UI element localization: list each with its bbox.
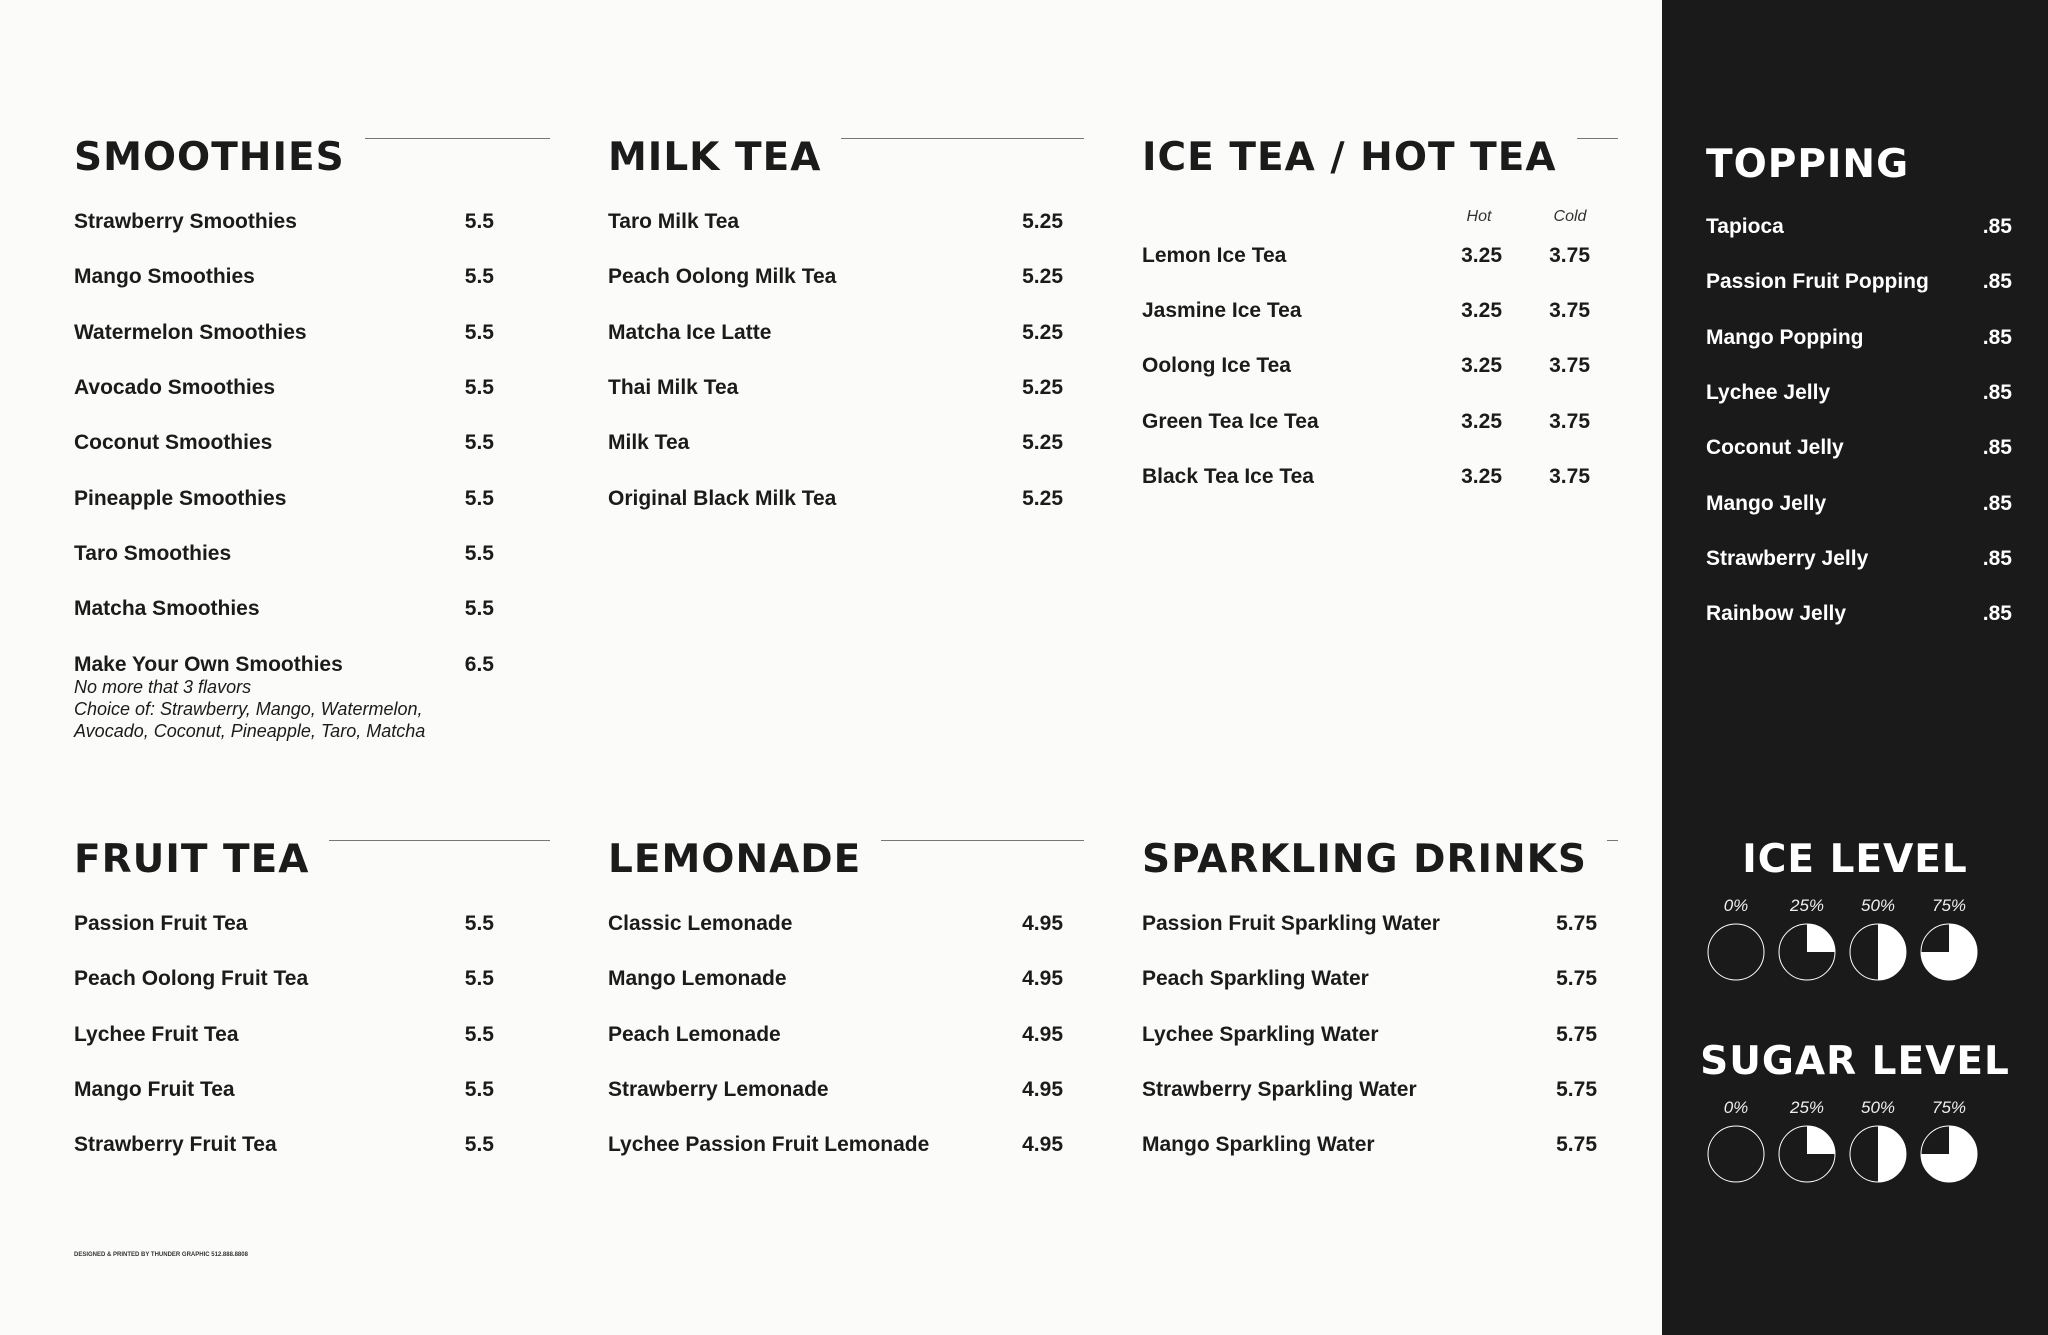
menu-item-price: 5.5 — [464, 487, 494, 510]
menu-item-price: 5.25 — [1022, 487, 1063, 510]
menu-item-name: Mango Sparkling Water — [1142, 1133, 1375, 1156]
hot-price: 3.25 — [1461, 465, 1502, 488]
menu-item-name: Peach Lemonade — [608, 1023, 781, 1046]
cold-price: 3.75 — [1549, 354, 1590, 377]
fruit-tea-section — [74, 837, 550, 1177]
menu-item-name: Watermelon Smoothies — [74, 321, 307, 344]
ice-level-label: 0% — [1723, 896, 1749, 915]
menu-item-name: Avocado Smoothies — [74, 376, 276, 399]
sugar-level-label: 75% — [1931, 1098, 1967, 1117]
menu-item-price: 5.5 — [464, 597, 494, 620]
cold-price: 3.75 — [1549, 244, 1590, 267]
fruit-tea-title: FRUIT TEA — [74, 837, 550, 883]
cold-column-header: Cold — [1553, 208, 1587, 225]
title-rule — [881, 840, 1084, 841]
topping-item-name: Lychee Jelly — [1706, 381, 1831, 404]
ice-level-label: 25% — [1789, 896, 1825, 915]
milk-tea-title: MILK TEA — [608, 135, 1084, 181]
sparkling-section — [1142, 837, 1618, 1177]
smoothies-note: No more that 3 flavors — [74, 677, 252, 697]
menu-item-price: 5.5 — [464, 967, 494, 990]
topping-item-name: Tapioca — [1706, 215, 1784, 238]
topping-item-name: Mango Popping — [1706, 326, 1864, 349]
menu-item-name: Lychee Sparkling Water — [1142, 1023, 1379, 1046]
topping-item-price: .85 — [1982, 215, 2012, 238]
hot-price: 3.25 — [1461, 410, 1502, 433]
smoothies-note: Choice of: Strawberry, Mango, Watermelon, — [74, 699, 423, 719]
menu-item-name: Black Tea Ice Tea — [1142, 465, 1314, 488]
ice-level-label: 50% — [1860, 896, 1896, 915]
menu-item-price: 4.95 — [1022, 1023, 1063, 1046]
menu-item-name: Lemon Ice Tea — [1142, 244, 1287, 267]
sugar-level-label: 0% — [1723, 1098, 1749, 1117]
menu-item-price: 5.75 — [1556, 912, 1597, 935]
menu-item-price: 4.95 — [1022, 967, 1063, 990]
topping-item-price: .85 — [1982, 602, 2012, 625]
menu-item-name: Taro Milk Tea — [608, 210, 740, 233]
menu-item-name: Matcha Smoothies — [74, 597, 260, 620]
menu-item-name: Strawberry Smoothies — [74, 210, 297, 233]
menu-item-price: 4.95 — [1022, 912, 1063, 935]
topping-item-price: .85 — [1982, 381, 2012, 404]
hot-column-header: Hot — [1466, 208, 1492, 225]
menu-item-name: Peach Oolong Milk Tea — [608, 265, 837, 288]
title-rule — [365, 138, 550, 139]
menu-item-price: 6.5 — [464, 653, 494, 676]
cold-price: 3.75 — [1549, 465, 1590, 488]
menu-item-name: Taro Smoothies — [74, 542, 232, 565]
title-rule — [329, 840, 550, 841]
sugar-level-50-circle — [1848, 1124, 1908, 1184]
menu-item-name: Lychee Passion Fruit Lemonade — [608, 1133, 930, 1156]
menu-item-name: Original Black Milk Tea — [608, 487, 837, 510]
hot-price: 3.25 — [1461, 244, 1502, 267]
menu-item-name: Peach Sparkling Water — [1142, 967, 1369, 990]
menu-item-price: 5.25 — [1022, 431, 1063, 454]
topping-item-name: Strawberry Jelly — [1706, 547, 1869, 570]
ice-tea-title: ICE TEA / HOT TEA — [1142, 135, 1618, 181]
smoothies-title: SMOOTHIES — [74, 135, 550, 181]
sugar-level-25-circle — [1777, 1124, 1837, 1184]
sugar-level-0-circle — [1706, 1124, 1766, 1184]
menu-item-price: 5.5 — [464, 542, 494, 565]
side-panel — [1662, 0, 2048, 1335]
menu-item-name: Passion Fruit Tea — [74, 912, 248, 935]
menu-item-name: Strawberry Sparkling Water — [1142, 1078, 1417, 1101]
cold-price: 3.75 — [1549, 299, 1590, 322]
level-fill — [1807, 1126, 1835, 1154]
level-circle-outline — [1708, 924, 1764, 980]
topping-item-name: Coconut Jelly — [1706, 436, 1844, 459]
ice-level-title: ICE LEVEL — [1742, 837, 1968, 882]
menu-item-name: Strawberry Lemonade — [608, 1078, 829, 1101]
milk-tea-section — [608, 135, 1084, 535]
menu-item-price: 5.5 — [464, 210, 494, 233]
level-fill — [1878, 1126, 1906, 1182]
level-fill — [1878, 924, 1906, 980]
menu-item-name: Oolong Ice Tea — [1142, 354, 1291, 377]
sugar-level-title: SUGAR LEVEL — [1700, 1039, 2010, 1084]
topping-item-name: Rainbow Jelly — [1706, 602, 1847, 625]
ice-tea-section — [1142, 135, 1618, 535]
menu-item-price: 5.5 — [464, 1078, 494, 1101]
topping-item-price: .85 — [1982, 492, 2012, 515]
menu-item-price: 5.25 — [1022, 210, 1063, 233]
menu-item-name: Mango Fruit Tea — [74, 1078, 235, 1101]
menu-item-name: Milk Tea — [608, 431, 690, 454]
sugar-level-label: 50% — [1860, 1098, 1896, 1117]
ice-level-label: 75% — [1931, 896, 1967, 915]
menu-item-price: 5.5 — [464, 321, 494, 344]
menu-item-name: Pineapple Smoothies — [74, 487, 287, 510]
lemonade-title: LEMONADE — [608, 837, 1084, 883]
menu-item-price: 5.75 — [1556, 967, 1597, 990]
ice-level-50-circle — [1848, 922, 1908, 982]
menu-item-name: Thai Milk Tea — [608, 376, 739, 399]
level-circle-outline — [1708, 1126, 1764, 1182]
topping-item-price: .85 — [1982, 547, 2012, 570]
lemonade-section — [608, 837, 1084, 1177]
menu-item-name: Jasmine Ice Tea — [1142, 299, 1302, 322]
menu-item-price: 5.75 — [1556, 1133, 1597, 1156]
menu-item-price: 4.95 — [1022, 1078, 1063, 1101]
smoothies-note: Avocado, Coconut, Pineapple, Taro, Matcha — [74, 721, 426, 741]
menu-item-name: Make Your Own Smoothies — [74, 653, 343, 676]
sugar-level-75-circle — [1919, 1124, 1979, 1184]
sparkling-title: SPARKLING DRINKS — [1142, 837, 1618, 883]
menu-item-price: 5.5 — [464, 1023, 494, 1046]
ice-level-0-circle — [1706, 922, 1766, 982]
topping-item-price: .85 — [1982, 436, 2012, 459]
menu-item-name: Mango Lemonade — [608, 967, 787, 990]
menu-item-price: 4.95 — [1022, 1133, 1063, 1156]
menu-item-name: Matcha Ice Latte — [608, 321, 772, 344]
smoothies-section — [74, 135, 550, 755]
ice-level-25-circle — [1777, 922, 1837, 982]
designer-credit: DESIGNED & PRINTED BY THUNDER GRAPHIC 512.888.8808 — [74, 1252, 248, 1258]
hot-price: 3.25 — [1461, 354, 1502, 377]
level-fill — [1807, 924, 1835, 952]
menu-item-price: 5.25 — [1022, 265, 1063, 288]
menu-item-price: 5.75 — [1556, 1023, 1597, 1046]
title-rule — [1577, 138, 1618, 139]
menu-item-name: Strawberry Fruit Tea — [74, 1133, 277, 1156]
menu-item-name: Peach Oolong Fruit Tea — [74, 967, 309, 990]
menu-item-price: 5.5 — [464, 265, 494, 288]
ice-level-75-circle — [1919, 922, 1979, 982]
menu-item-price: 5.5 — [464, 376, 494, 399]
title-rule — [1607, 840, 1618, 841]
hot-price: 3.25 — [1461, 299, 1502, 322]
menu-item-name: Classic Lemonade — [608, 912, 793, 935]
menu-item-name: Lychee Fruit Tea — [74, 1023, 239, 1046]
menu-item-price: 5.25 — [1022, 321, 1063, 344]
menu-item-price: 5.5 — [464, 1133, 494, 1156]
cold-price: 3.75 — [1549, 410, 1590, 433]
menu-item-price: 5.25 — [1022, 376, 1063, 399]
topping-item-name: Passion Fruit Popping — [1706, 270, 1929, 293]
menu-item-price: 5.75 — [1556, 1078, 1597, 1101]
title-rule — [841, 138, 1084, 139]
menu-item-price: 5.5 — [464, 431, 494, 454]
topping-item-price: .85 — [1982, 270, 2012, 293]
menu-item-name: Passion Fruit Sparkling Water — [1142, 912, 1440, 935]
sugar-level-label: 25% — [1789, 1098, 1825, 1117]
menu-item-price: 5.5 — [464, 912, 494, 935]
menu-item-name: Green Tea Ice Tea — [1142, 410, 1319, 433]
menu-item-name: Mango Smoothies — [74, 265, 255, 288]
topping-item-name: Mango Jelly — [1706, 492, 1827, 515]
menu-item-name: Coconut Smoothies — [74, 431, 273, 454]
topping-item-price: .85 — [1982, 326, 2012, 349]
topping-title: TOPPING — [1706, 142, 1910, 187]
